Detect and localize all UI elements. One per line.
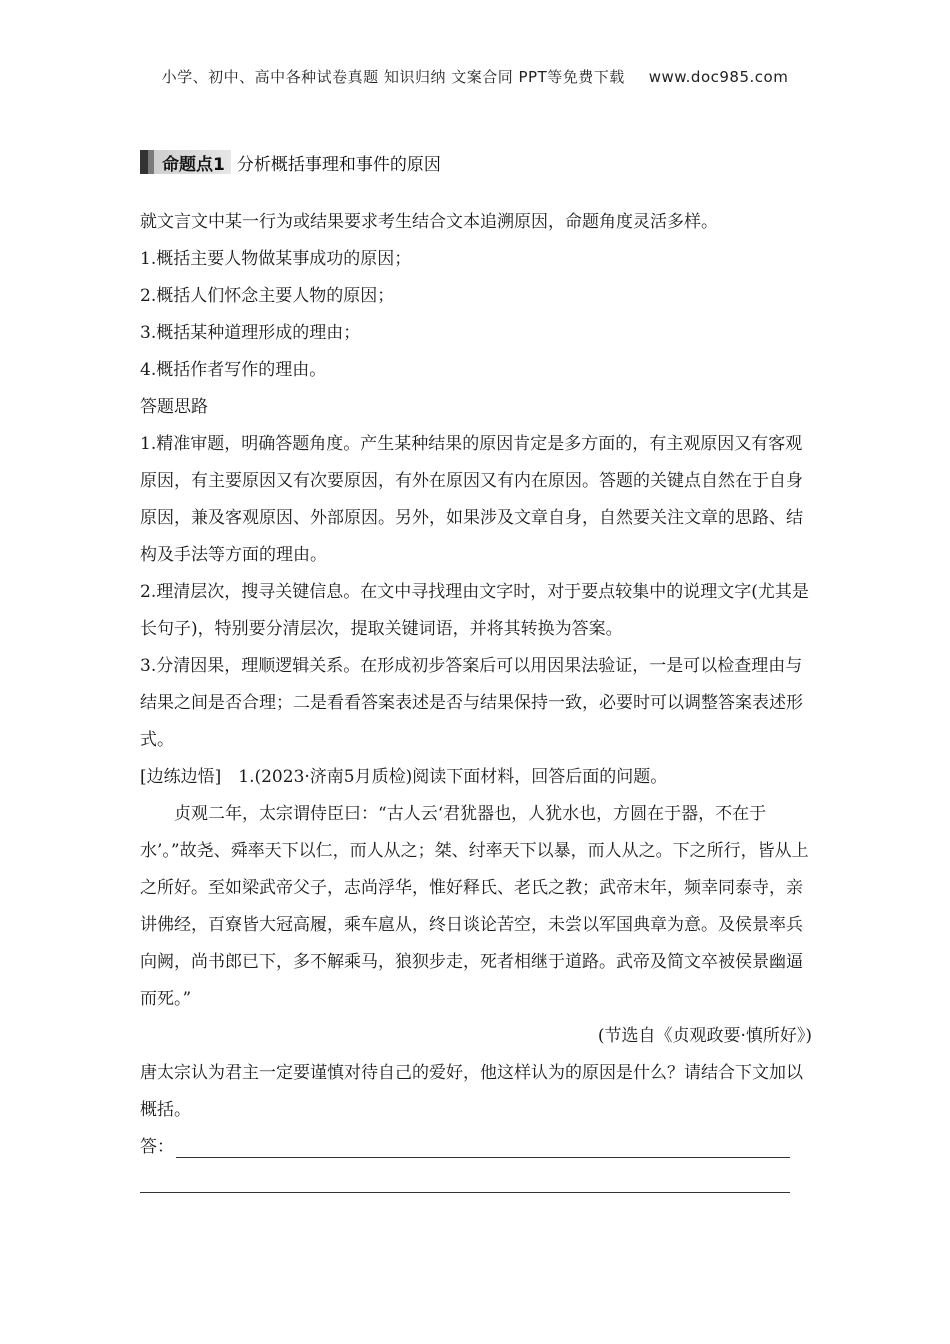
answer-field[interactable] bbox=[140, 1129, 812, 1166]
approach-paragraph: 1.精准审题，明确答题角度。产生某种结果的原因肯定是多方面的，有主观原因又有客观原因，有主要原因又有次要原因，有外在原因又有内在原因。答题的关键点自然在于自身原因，兼及客观原因、外部原因。另外，如果涉及文章自身，自然要关注文章的思路、结构及手法等方面的理由。 bbox=[140, 434, 803, 565]
list-item: 4.概括作者写作的理由。 bbox=[140, 360, 327, 380]
passage-source: (节选自《贞观政要·慎所好》) bbox=[597, 1026, 812, 1046]
header-site: www.doc985.com bbox=[648, 68, 789, 86]
page-header bbox=[0, 66, 950, 87]
approach-paragraph: 3.分清因果，理顺逻辑关系。在形成初步答案后可以用因果法验证，一是可以检查理由与结果之间是否合理；二是看看答案表述是否与结果保持一致，必要时可以调整答案表述形式。 bbox=[140, 656, 803, 750]
approach-paragraph: 2.理清层次，搜寻关键信息。在文中寻找理由文字时，对于要点较集中的说理文字(尤其是长句子)，特别要分清层次，提取关键词语，并将其转换为答案。 bbox=[140, 582, 809, 639]
list-item: 3.概括某种道理形成的理由； bbox=[140, 323, 361, 343]
answer-field-2[interactable] bbox=[140, 1166, 812, 1203]
intro-text: 就文言文中某一行为或结果要求考生结合文本追溯原因，命题角度灵活多样。 bbox=[140, 212, 718, 232]
section-badge: 命题点1 bbox=[140, 150, 231, 174]
header-text: 小学、初中、高中各种试卷真题 知识归纳 文案合同 PPT等免费下载 bbox=[161, 68, 625, 86]
section-title: 分析概括事理和事件的原因 bbox=[236, 154, 441, 175]
section-heading bbox=[140, 148, 441, 176]
answer-rule bbox=[140, 1192, 790, 1193]
answer-rule bbox=[176, 1157, 790, 1158]
exercise-intro: [边练边悟] 1.(2023·济南5月质检)阅读下面材料，回答后面的问题。 bbox=[140, 767, 668, 787]
list-item: 1.概括主要人物做某事成功的原因； bbox=[140, 249, 412, 269]
document-body bbox=[140, 204, 812, 1203]
passage-text: 贞观二年，太宗谓侍臣曰：“古人云‘君犹器也，人犹水也，方圆在于器，不在于水’。”故尧、舜率天下以仁，而人从之；桀、纣率天下以暴，而人从之。下之所行，皆从上之所好。至如梁武帝父子，志尚浮华，惟好释氏、老氏之教；武帝末年，频幸同泰寺，亲讲佛经，百寮皆大冠高履，乘车扈从，终日谈论苦空，未尝以军国典章为意。及侯景率兵向阙，尚书郎已下，多不解乘马，狼狈步走，死者相继于道路。武帝及简文卒被侯景幽逼而死。” bbox=[140, 804, 809, 1009]
list-item: 2.概括人们怀念主要人物的原因； bbox=[140, 286, 395, 306]
question-text: 唐太宗认为君主一定要谨慎对待自己的爱好，他这样认为的原因是什么？请结合下文加以概括。 bbox=[140, 1063, 803, 1120]
answer-label: 答： bbox=[140, 1137, 174, 1157]
approach-heading: 答题思路 bbox=[140, 397, 208, 417]
